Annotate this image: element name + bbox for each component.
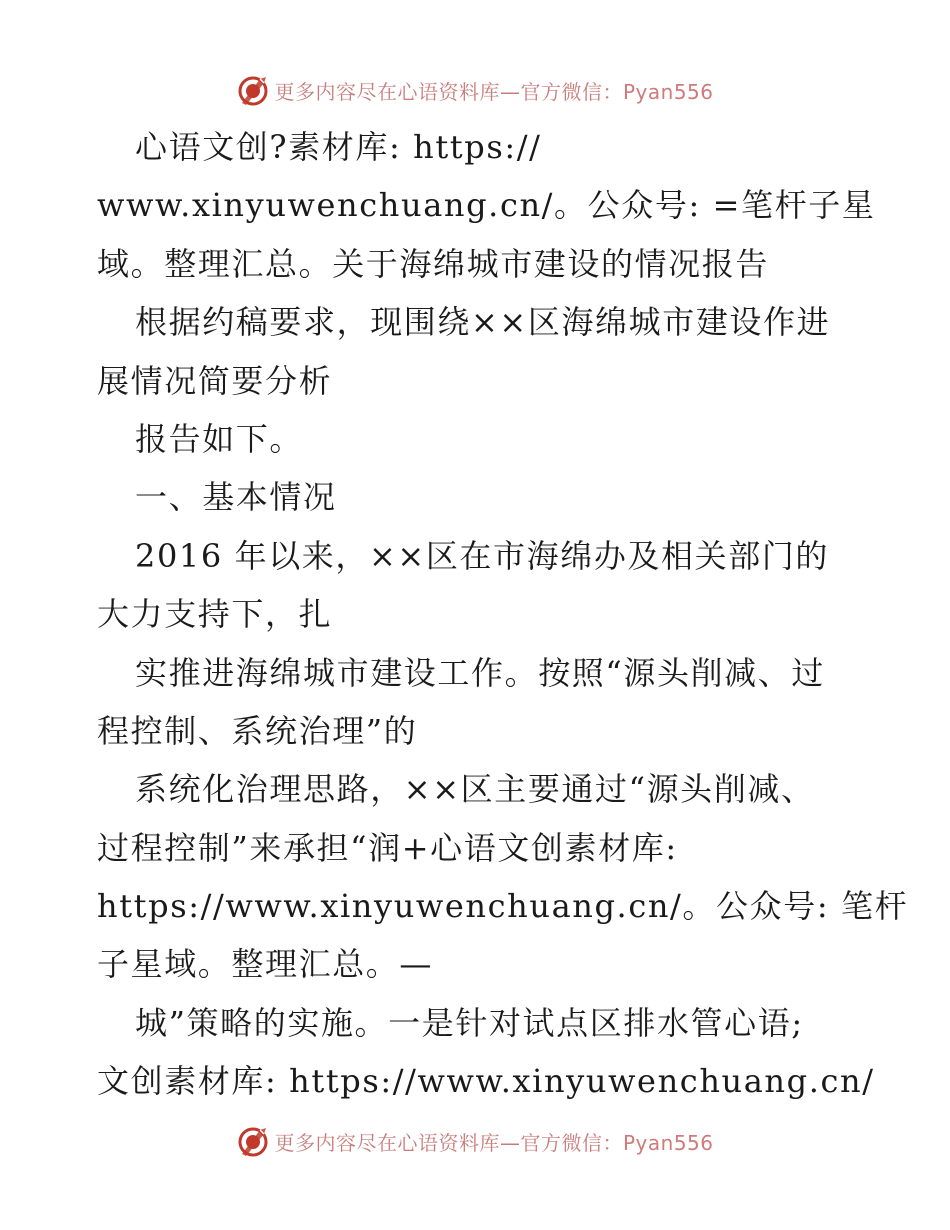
quill-seal-icon — [236, 73, 270, 107]
document-line: 报告如下。 — [135, 419, 304, 458]
watermark-text-official: 官方微信： — [520, 79, 623, 104]
watermark-text-main: 更多内容尽在心语资料库 — [274, 79, 500, 104]
footer-watermark — [0, 1121, 950, 1161]
watermark-label — [274, 76, 713, 105]
document-line: 根据约稿要求，现围绕××区海绵城市建设作进 — [135, 303, 831, 342]
document-line: 展情况简要分析 — [97, 361, 333, 400]
document-line: 实推进海绵城市建设工作。按照“源头削减、过 — [135, 653, 825, 692]
document-line: 文创素材库: https://www.xinyuwenchuang.cn/ — [97, 1062, 875, 1101]
document-line: https://www.xinyuwenchuang.cn/。公众号: 笔杆 — [97, 887, 909, 926]
document-line: 系统化治理思路，××区主要通过“源头削减、 — [135, 770, 815, 809]
document-line: 大力支持下，扎 — [97, 595, 333, 634]
document-line: 过程控制”来承担“润+心语文创素材库: — [97, 828, 678, 867]
watermark-separator: — — [499, 1130, 521, 1155]
watermark-separator: — — [499, 79, 521, 104]
document-body — [97, 118, 909, 1111]
document-line: 一、基本情况 — [135, 478, 337, 517]
document-line: 域。整理汇总。关于海绵城市建设的情况报告 — [97, 244, 770, 283]
quill-seal-icon — [236, 1124, 270, 1158]
document-line: 子星域。整理汇总。— — [97, 945, 434, 984]
document-line: 程控制、系统治理”的 — [97, 711, 418, 750]
watermark-account: Pyan556 — [622, 79, 714, 104]
watermark-label — [274, 1127, 713, 1156]
header-watermark — [0, 70, 950, 110]
document-line: 心语文创?素材库: https:// — [135, 128, 542, 166]
document-line: www.xinyuwenchuang.cn/。公众号: =笔杆子星 — [97, 186, 876, 225]
watermark-text-official: 官方微信： — [520, 1130, 623, 1155]
document-line: 2016 年以来，××区在市海绵办及相关部门的 — [135, 536, 830, 575]
watermark-text-main: 更多内容尽在心语资料库 — [274, 1130, 500, 1155]
watermark-account: Pyan556 — [622, 1130, 714, 1155]
document-line: 城”策略的实施。一是针对试点区排水管心语; — [135, 1003, 804, 1042]
